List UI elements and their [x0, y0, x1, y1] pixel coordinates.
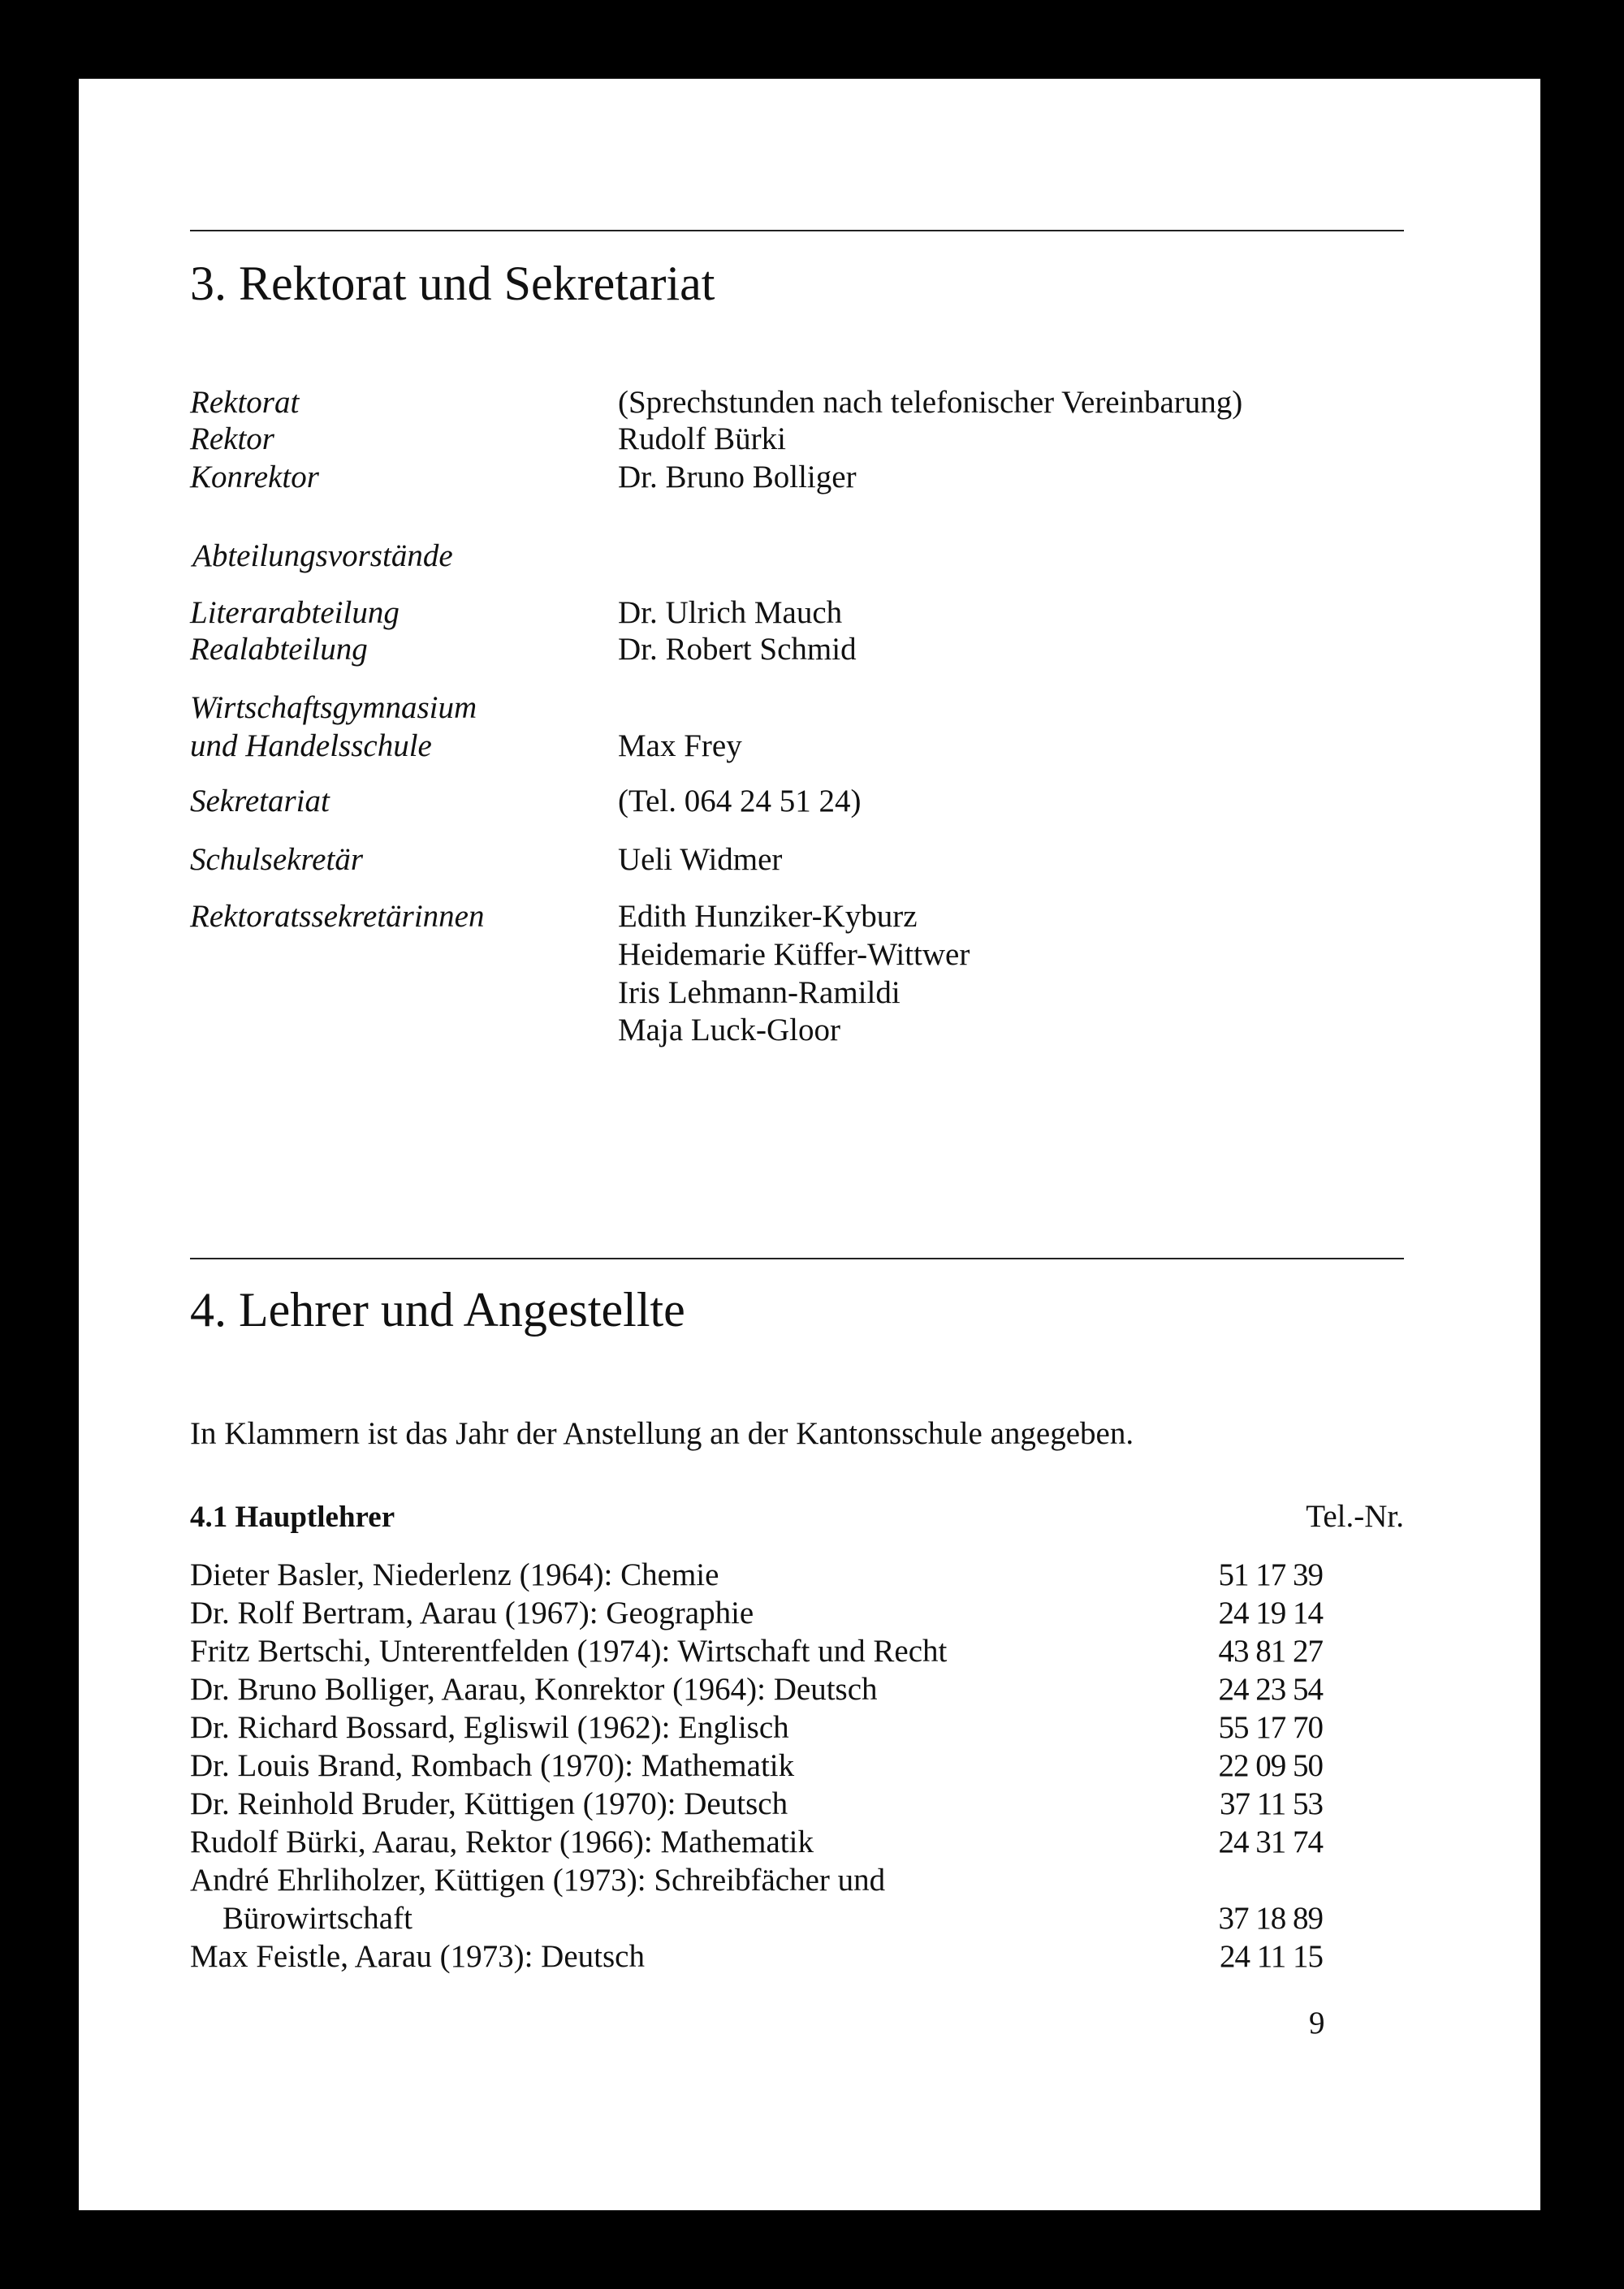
section-divider	[190, 230, 1404, 231]
teacher-entry: Dr. Louis Brand, Rombach (1970): Mathematik	[190, 1748, 795, 1783]
teacher-tel: 37 11 53	[1219, 1786, 1323, 1821]
teacher-entry: Max Feistle, Aarau (1973): Deutsch	[190, 1939, 645, 1974]
label-realabteilung: Realabteilung	[190, 632, 368, 667]
teacher-entry-continuation: Bürowirtschaft	[222, 1901, 412, 1936]
label-rektorat: Rektorat	[190, 385, 300, 420]
teacher-entry: André Ehrliholzer, Küttigen (1973): Schreibfächer und	[190, 1863, 886, 1898]
teacher-entry: Rudolf Bürki, Aarau, Rektor (1966): Mathematik	[190, 1825, 814, 1859]
teacher-row	[190, 1785, 1323, 1823]
value-literarabteilung: Dr. Ulrich Mauch	[618, 595, 843, 630]
teacher-row	[190, 1861, 1323, 1899]
teacher-entry: Dieter Basler, Niederlenz (1964): Chemie	[190, 1557, 719, 1592]
value-handelsschule: Max Frey	[618, 728, 742, 763]
value-rektorat: (Sprechstunden nach telefonischer Vereinbarung)	[618, 385, 1243, 420]
teacher-tel: 37 18 89	[1218, 1901, 1323, 1936]
label-handelsschule: und Handelsschule	[190, 728, 432, 763]
teacher-row	[190, 1670, 1323, 1708]
teacher-tel: 24 31 74	[1218, 1825, 1323, 1859]
teacher-row	[190, 1747, 1323, 1785]
teacher-tel: 22 09 50	[1218, 1748, 1323, 1783]
value-realabteilung: Dr. Robert Schmid	[618, 632, 857, 667]
intro-text: In Klammern ist das Jahr der Anstellung an der Kantonsschule angegeben.	[190, 1416, 1134, 1451]
teacher-tel: 24 23 54	[1218, 1672, 1323, 1707]
teacher-tel: 55 17 70	[1218, 1710, 1323, 1745]
section-3-heading: 3. Rektorat und Sekretariat	[190, 257, 715, 310]
teacher-row	[190, 1594, 1323, 1632]
teacher-entry: Dr. Bruno Bolliger, Aarau, Konrektor (1964): Deutsch	[190, 1672, 878, 1707]
teacher-tel: 43 81 27	[1218, 1634, 1323, 1669]
section-4-heading: 4. Lehrer und Angestellte	[190, 1283, 685, 1337]
label-literarabteilung: Literarabteilung	[190, 595, 400, 630]
value-secretary-3: Iris Lehmann-Ramildi	[618, 975, 901, 1010]
teacher-tel: 24 19 14	[1218, 1596, 1323, 1630]
label-rektoratssekretaerinnen: Rektoratssekretärinnen	[190, 899, 485, 934]
teacher-row	[190, 1556, 1323, 1594]
value-secretary-2: Heidemarie Küffer-Wittwer	[618, 937, 970, 972]
label-sekretariat: Sekretariat	[190, 784, 330, 818]
value-rektor: Rudolf Bürki	[618, 421, 786, 456]
label-abteilungsvorstaende: Abteilungsvorstände	[192, 538, 453, 573]
teacher-tel: 24 11 15	[1219, 1939, 1323, 1974]
teacher-entry: Fritz Bertschi, Unterentfelden (1974): Wirtschaft und Recht	[190, 1634, 948, 1669]
label-schulsekretaer: Schulsekretär	[190, 842, 363, 877]
value-sekretariat: (Tel. 064 24 51 24)	[618, 784, 862, 818]
teacher-list	[190, 1556, 1323, 1976]
teacher-row-continuation	[190, 1899, 1323, 1937]
section-divider	[190, 1258, 1404, 1259]
teacher-tel: 51 17 39	[1218, 1557, 1323, 1592]
value-schulsekretaer: Ueli Widmer	[618, 842, 783, 877]
tel-column-header: Tel.-Nr.	[1306, 1499, 1404, 1534]
label-wirtschaftsgymnasium: Wirtschaftsgymnasium	[190, 690, 477, 725]
document-page	[79, 79, 1540, 2210]
label-konrektor: Konrektor	[190, 460, 319, 495]
subsection-heading: 4.1 Hauptlehrer	[190, 1501, 395, 1534]
value-secretary-4: Maja Luck-Gloor	[618, 1013, 840, 1047]
teacher-row	[190, 1823, 1323, 1861]
teacher-row	[190, 1632, 1323, 1670]
teacher-row	[190, 1708, 1323, 1747]
page-number: 9	[1309, 2006, 1325, 2041]
value-konrektor: Dr. Bruno Bolliger	[618, 460, 857, 495]
teacher-entry: Dr. Reinhold Bruder, Küttigen (1970): Deutsch	[190, 1786, 788, 1821]
label-rektor: Rektor	[190, 421, 274, 456]
value-secretary-1: Edith Hunziker-Kyburz	[618, 899, 918, 934]
teacher-row	[190, 1937, 1323, 1976]
teacher-entry: Dr. Richard Bossard, Egliswil (1962): Englisch	[190, 1710, 789, 1745]
teacher-entry: Dr. Rolf Bertram, Aarau (1967): Geographie	[190, 1596, 754, 1630]
